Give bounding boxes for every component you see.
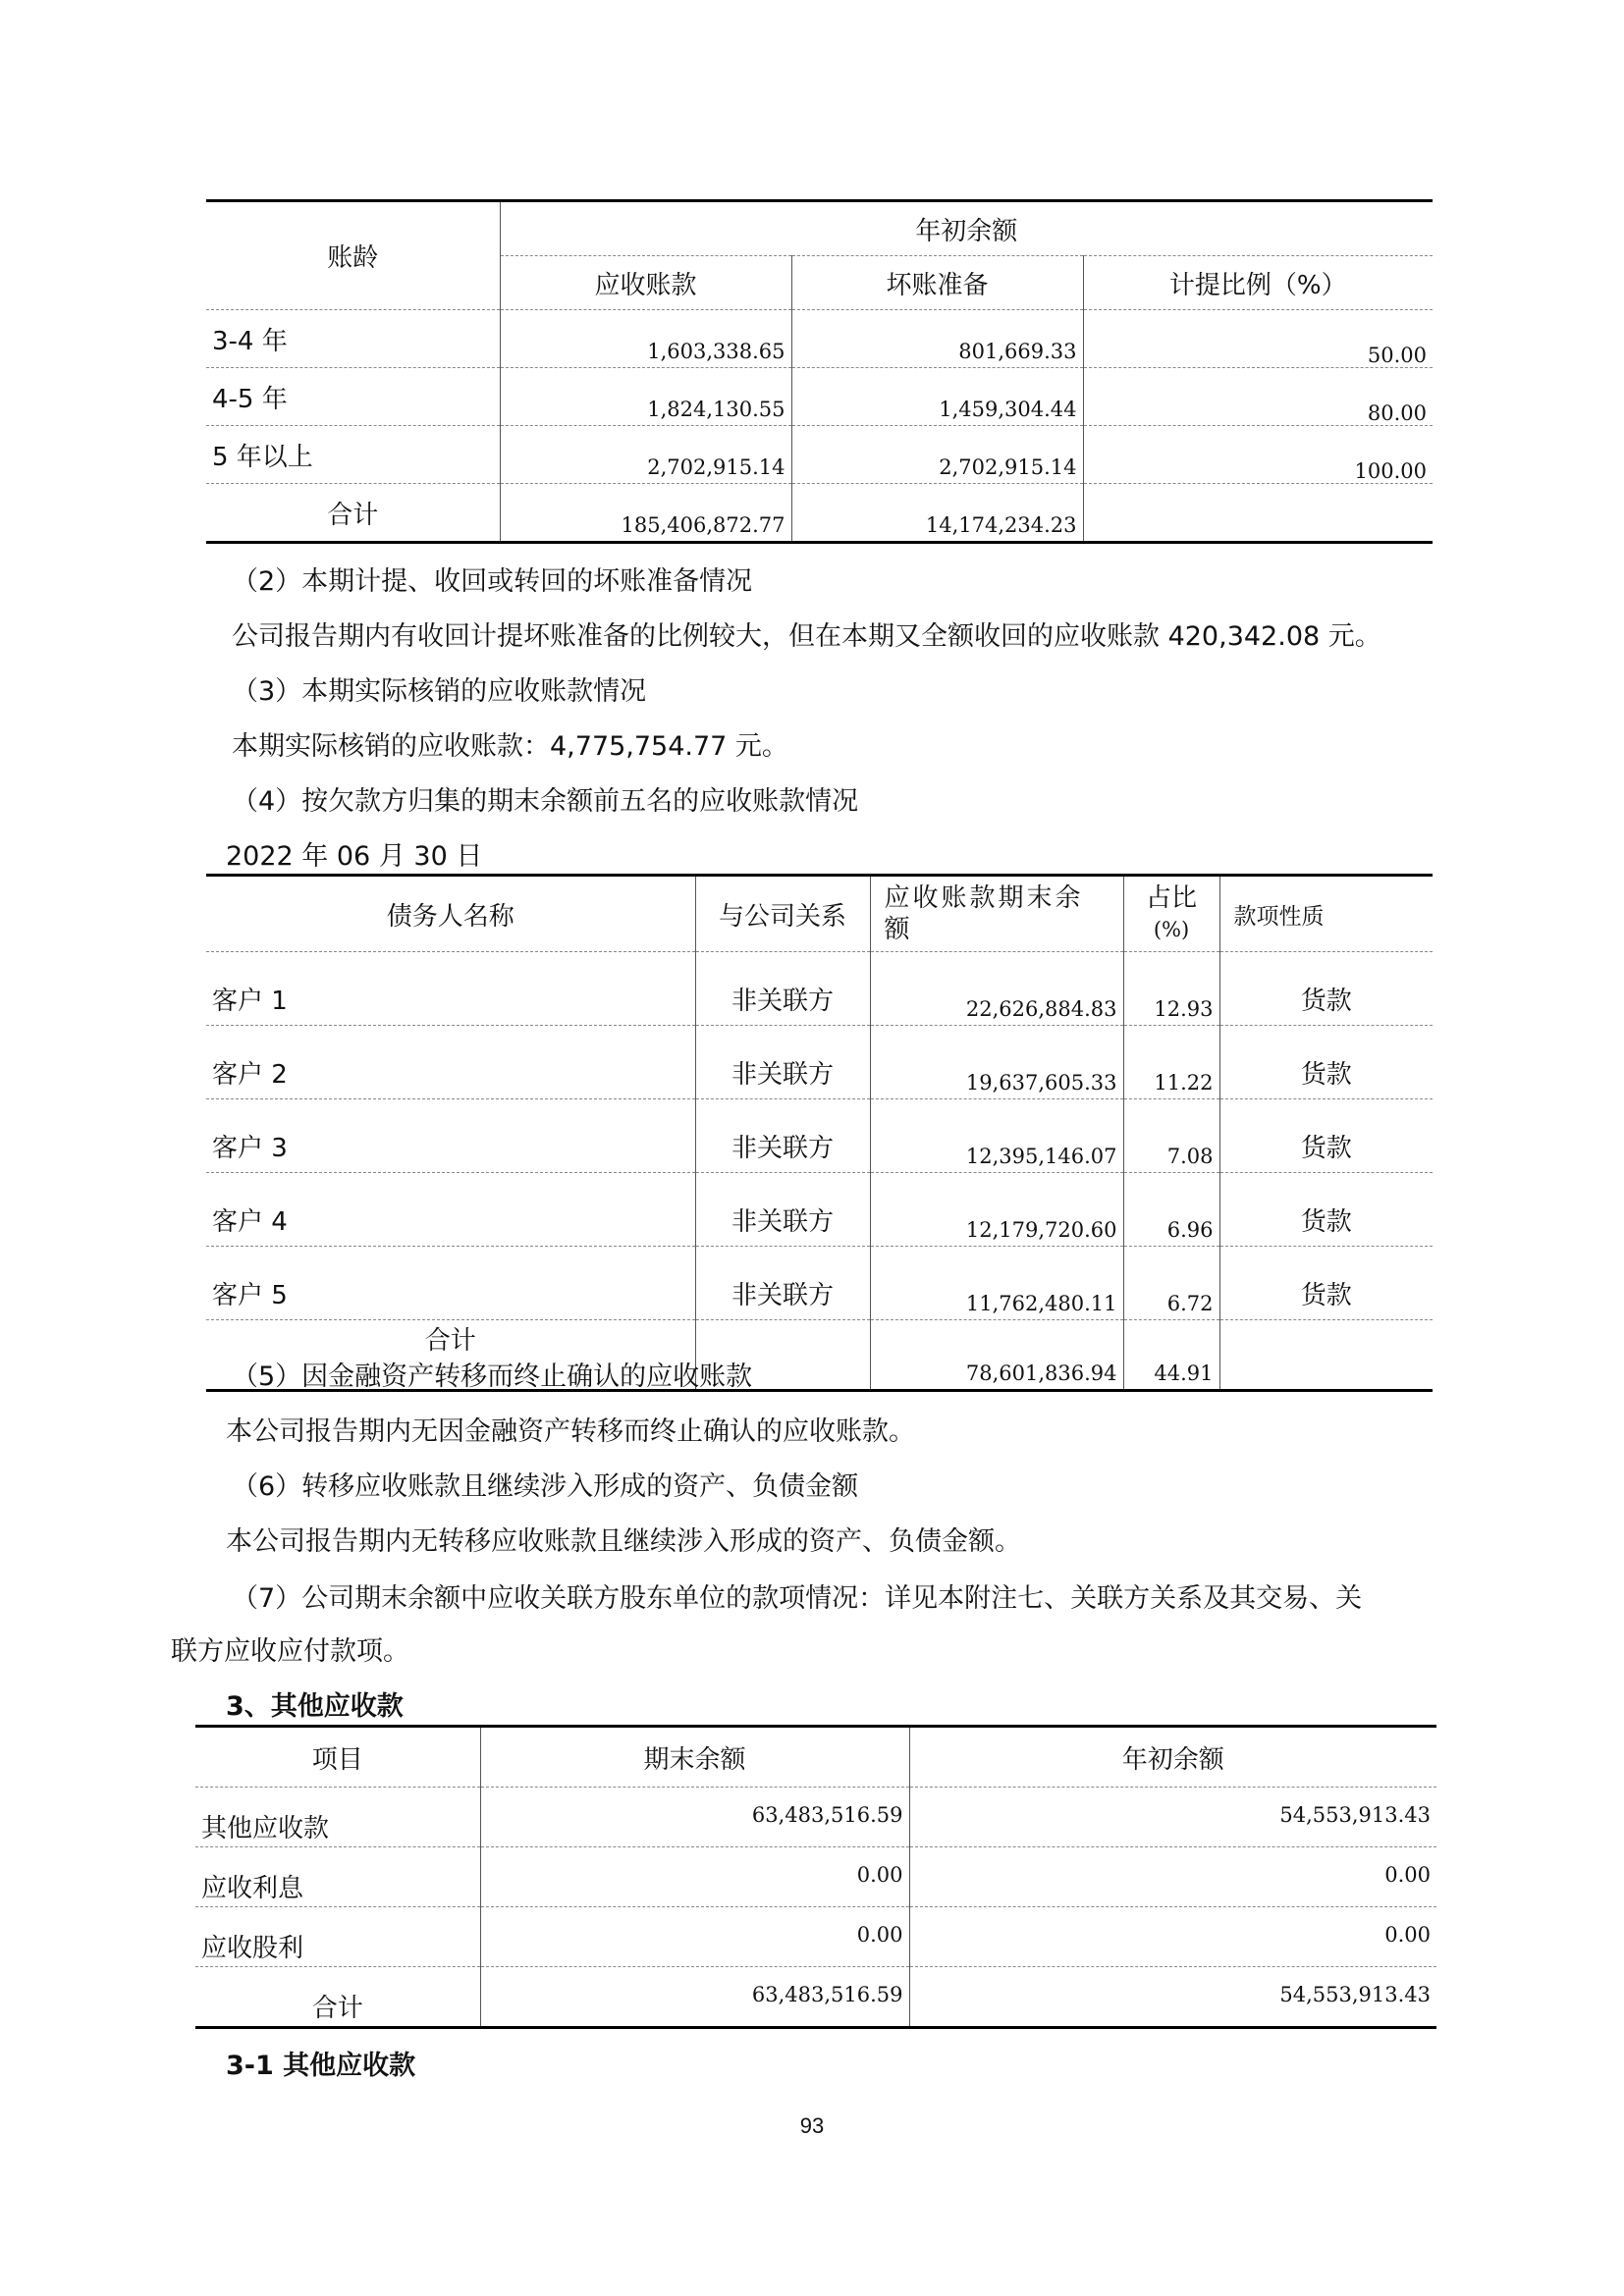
relation-cell: 非关联方 (695, 1026, 870, 1099)
col-balance-header-line1: 应收账款期末余 (884, 883, 1084, 913)
relation-cell: 非关联方 (695, 1099, 870, 1173)
section-5-body: 本公司报告期内无因金融资产转移而终止确认的应收账款。 (226, 1416, 915, 1447)
col-pct-header-line2: (%) (1153, 918, 1190, 941)
col-name-header: 债务人名称 (206, 876, 695, 952)
table-row (206, 1099, 1433, 1173)
pct-cell: 12.93 (1123, 952, 1219, 1026)
col-nature-header: 款项性质 (1219, 876, 1433, 952)
col-item-header: 项目 (195, 1727, 480, 1788)
debtor-name-cell: 客户 1 (206, 952, 695, 1026)
col-end-balance-header: 期末余额 (480, 1727, 909, 1788)
section-5-title: （5）因金融资产转移而终止确认的应收账款 (232, 1362, 753, 1392)
col-balance-header (870, 876, 1123, 952)
total-pct: 44.91 (1123, 1320, 1219, 1391)
pct-cell: 6.96 (1123, 1173, 1219, 1247)
heading-other-receivables: 3、其他应收款 (226, 1691, 404, 1722)
total-nature (1219, 1320, 1433, 1391)
section-6-body: 本公司报告期内无转移应收账款且继续涉入形成的资产、负债金额。 (226, 1526, 1021, 1557)
section-2-body: 公司报告期内有收回计提坏账准备的比例较大，但在本期又全额收回的应收账款 420,342.08 元。 (232, 621, 1381, 652)
debtor-name-cell: 客户 2 (206, 1026, 695, 1099)
section-4-title: （4）按欠款方归集的期末余额前五名的应收账款情况 (232, 786, 859, 817)
nature-cell: 货款 (1219, 1099, 1433, 1173)
total-row (206, 484, 1433, 543)
total-label: 合计 (311, 1994, 363, 2023)
total-bad-debt: 14,174,234.23 (791, 484, 1083, 543)
group-header-opening-balance: 年初余额 (500, 201, 1433, 256)
table-row (206, 1173, 1433, 1247)
total-label: 合计 (424, 1326, 476, 1356)
balance-cell: 12,395,146.07 (870, 1099, 1123, 1173)
total-end-balance: 63,483,516.59 (480, 1967, 909, 2028)
end-balance-cell: 0.00 (480, 1907, 909, 1967)
begin-balance-cell: 54,553,913.43 (909, 1788, 1436, 1847)
table-row (195, 1788, 1436, 1847)
table-row (206, 1247, 1433, 1320)
balance-cell: 19,637,605.33 (870, 1026, 1123, 1099)
receivable-cell: 1,824,130.55 (500, 368, 791, 426)
begin-balance-cell: 0.00 (909, 1847, 1436, 1907)
bad-debt-cell: 2,702,915.14 (791, 426, 1083, 484)
end-balance-cell: 0.00 (480, 1847, 909, 1907)
top5-debtors-table (206, 874, 1433, 1392)
relation-cell: 非关联方 (695, 952, 870, 1026)
section-4-date: 2022 年 06 月 30 日 (226, 841, 483, 872)
receivable-cell: 2,702,915.14 (500, 426, 791, 484)
section-7-line2: 联方应收应付款项。 (171, 1636, 409, 1667)
col-aging-header: 账龄 (206, 201, 500, 310)
section-3-title: （3）本期实际核销的应收账款情况 (232, 676, 647, 707)
balance-cell: 22,626,884.83 (870, 952, 1123, 1026)
col-begin-balance-header: 年初余额 (909, 1727, 1436, 1788)
aging-table (206, 199, 1433, 544)
end-balance-cell: 63,483,516.59 (480, 1788, 909, 1847)
table-row (206, 1026, 1433, 1099)
debtor-name-cell: 客户 5 (206, 1247, 695, 1320)
nature-cell: 货款 (1219, 1173, 1433, 1247)
nature-cell: 货款 (1219, 1026, 1433, 1099)
total-balance: 78,601,836.94 (870, 1320, 1123, 1391)
table-row (206, 426, 1433, 484)
col-pct-header-line1: 占比 (1145, 883, 1197, 913)
item-cell: 应收股利 (195, 1907, 480, 1967)
ratio-cell: 100.00 (1083, 426, 1433, 484)
nature-cell: 货款 (1219, 952, 1433, 1026)
col-relation-header: 与公司关系 (695, 876, 870, 952)
aging-cell: 5 年以上 (206, 426, 500, 484)
begin-balance-cell: 0.00 (909, 1907, 1436, 1967)
debtor-name-cell: 客户 3 (206, 1099, 695, 1173)
total-begin-balance: 54,553,913.43 (909, 1967, 1436, 2028)
table-row (206, 310, 1433, 368)
total-row (195, 1967, 1436, 2028)
item-cell: 其他应收款 (195, 1788, 480, 1847)
table-row (195, 1847, 1436, 1907)
heading-other-receivables-sub: 3-1 其他应收款 (226, 2051, 416, 2081)
table-row (206, 952, 1433, 1026)
total-label: 合计 (327, 500, 379, 530)
page-number: 93 (799, 2113, 825, 2138)
receivable-cell: 1,603,338.65 (500, 310, 791, 368)
col-receivable-header: 应收账款 (500, 256, 791, 310)
balance-cell: 11,762,480.11 (870, 1247, 1123, 1320)
nature-cell: 货款 (1219, 1247, 1433, 1320)
col-bad-debt-header: 坏账准备 (791, 256, 1083, 310)
relation-cell: 非关联方 (695, 1173, 870, 1247)
total-receivable: 185,406,872.77 (500, 484, 791, 543)
debtor-name-cell: 客户 4 (206, 1173, 695, 1247)
col-ratio-header: 计提比例（%） (1083, 256, 1433, 310)
pct-cell: 7.08 (1123, 1099, 1219, 1173)
table-row (195, 1907, 1436, 1967)
bad-debt-cell: 1,459,304.44 (791, 368, 1083, 426)
other-receivables-table (195, 1725, 1436, 2029)
pct-cell: 6.72 (1123, 1247, 1219, 1320)
aging-cell: 4-5 年 (206, 368, 500, 426)
ratio-cell: 80.00 (1083, 368, 1433, 426)
balance-cell: 12,179,720.60 (870, 1173, 1123, 1247)
item-cell: 应收利息 (195, 1847, 480, 1907)
table-row (206, 368, 1433, 426)
col-pct-header (1123, 876, 1219, 952)
section-7-line1: （7）公司期末余额中应收关联方股东单位的款项情况：详见本附注七、关联方关系及其交易、关 (232, 1583, 1363, 1614)
pct-cell: 11.22 (1123, 1026, 1219, 1099)
section-6-title: （6）转移应收账款且继续涉入形成的资产、负债金额 (232, 1471, 859, 1502)
relation-cell: 非关联方 (695, 1247, 870, 1320)
col-balance-header-line2: 额 (884, 915, 910, 944)
section-3-body: 本期实际核销的应收账款：4,775,754.77 元。 (232, 731, 788, 762)
section-2-title: （2）本期计提、收回或转回的坏账准备情况 (232, 566, 753, 597)
ratio-cell: 50.00 (1083, 310, 1433, 368)
bad-debt-cell: 801,669.33 (791, 310, 1083, 368)
aging-cell: 3-4 年 (206, 310, 500, 368)
total-ratio (1083, 484, 1433, 543)
